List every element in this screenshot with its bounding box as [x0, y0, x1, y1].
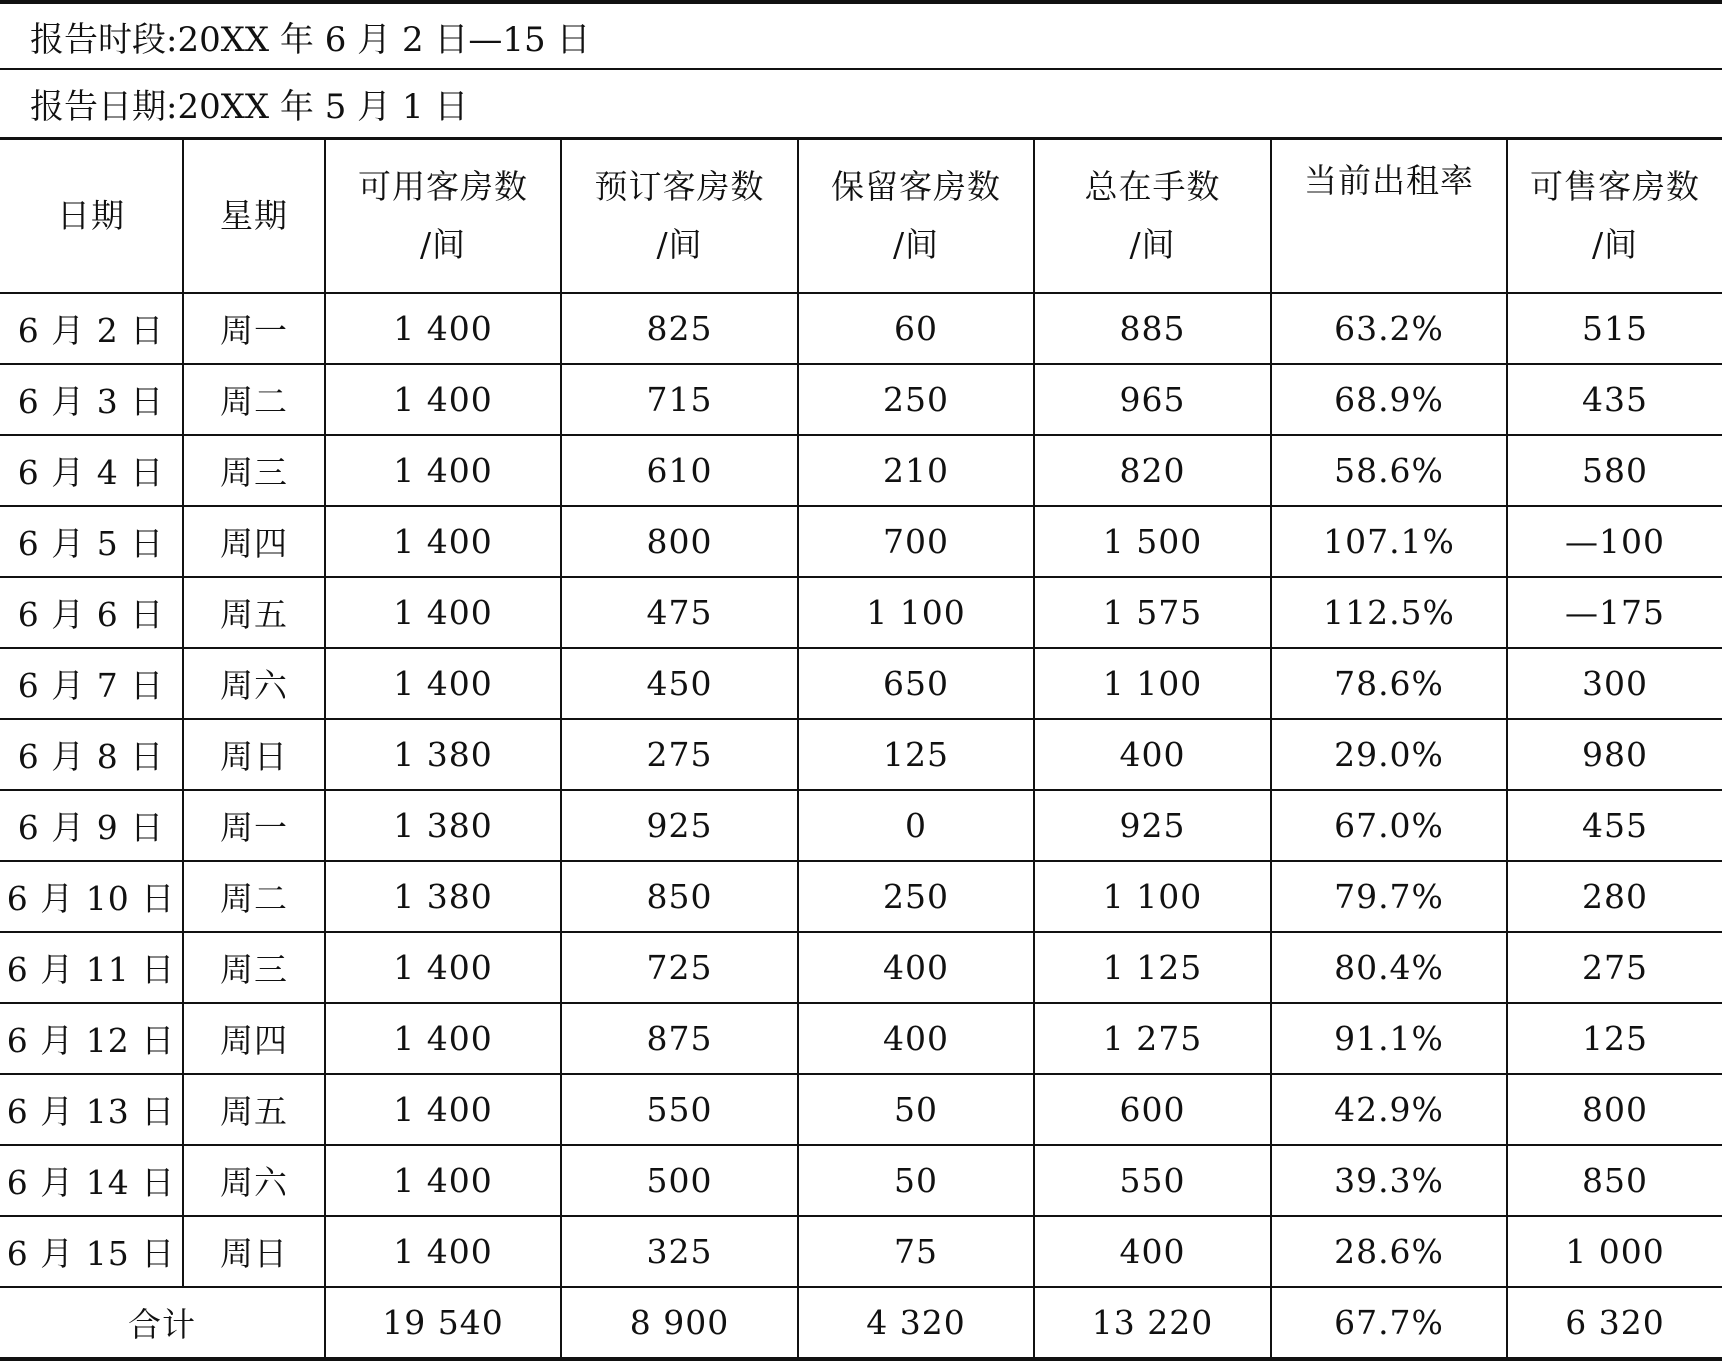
booked-cell: 825: [561, 293, 798, 364]
on-hand-cell: 1 100: [1034, 861, 1271, 932]
table-row: [0, 1003, 1722, 1074]
sellable-cell: 435: [1507, 364, 1722, 435]
occupancy-cell: 63.2%: [1271, 293, 1507, 364]
reserved-cell: 60: [798, 293, 1034, 364]
total-row: [0, 1287, 1722, 1359]
on-hand-cell: 1 125: [1034, 932, 1271, 1003]
table-row: [0, 719, 1722, 790]
sellable-cell: 125: [1507, 1003, 1722, 1074]
reserved-cell: 210: [798, 435, 1034, 506]
weekday-cell: 周一: [183, 790, 325, 861]
reserved-cell: 400: [798, 1003, 1034, 1074]
date-cell: 6 月 12 日: [0, 1003, 183, 1074]
table-row: [0, 435, 1722, 506]
weekday-cell: 周日: [183, 719, 325, 790]
table-row: [0, 1074, 1722, 1145]
booked-cell: 275: [561, 719, 798, 790]
date-cell: 6 月 6 日: [0, 577, 183, 648]
sellable-cell: 280: [1507, 861, 1722, 932]
available-cell: 1 400: [325, 364, 561, 435]
on-hand-cell: 820: [1034, 435, 1271, 506]
available-cell: 1 400: [325, 1145, 561, 1216]
booked-cell: 500: [561, 1145, 798, 1216]
on-hand-cell: 400: [1034, 1216, 1271, 1287]
weekday-cell: 周五: [183, 577, 325, 648]
available-cell: 1 400: [325, 1216, 561, 1287]
table-row: [0, 861, 1722, 932]
report-period-text: 报告时段:20XX 年 6 月 2 日—15 日: [30, 19, 591, 60]
weekday-cell: 周五: [183, 1074, 325, 1145]
sellable-cell: 515: [1507, 293, 1722, 364]
total-cell: 13 220: [1034, 1287, 1271, 1359]
booked-cell: 725: [561, 932, 798, 1003]
reserved-cell: 400: [798, 932, 1034, 1003]
sellable-cell: 300: [1507, 648, 1722, 719]
date-cell: 6 月 10 日: [0, 861, 183, 932]
sellable-cell: 980: [1507, 719, 1722, 790]
occupancy-cell: 79.7%: [1271, 861, 1507, 932]
date-cell: 6 月 4 日: [0, 435, 183, 506]
weekday-cell: 周日: [183, 1216, 325, 1287]
header-sellable-rooms: 可售客房数 /间: [1507, 140, 1722, 293]
available-cell: 1 380: [325, 861, 561, 932]
header-date: 日期: [0, 140, 183, 293]
table-row: [0, 648, 1722, 719]
report-date-text: 报告日期:20XX 年 5 月 1 日: [30, 87, 469, 127]
table-row: [0, 506, 1722, 577]
reserved-cell: 50: [798, 1145, 1034, 1216]
date-cell: 6 月 14 日: [0, 1145, 183, 1216]
sellable-cell: —100: [1507, 506, 1722, 577]
reserved-cell: 125: [798, 719, 1034, 790]
date-cell: 6 月 11 日: [0, 932, 183, 1003]
on-hand-cell: 1 500: [1034, 506, 1271, 577]
header-occupancy-rate: 当前出租率: [1271, 140, 1507, 293]
available-cell: 1 400: [325, 1003, 561, 1074]
on-hand-cell: 600: [1034, 1074, 1271, 1145]
date-cell: 6 月 5 日: [0, 506, 183, 577]
available-cell: 1 400: [325, 932, 561, 1003]
date-cell: 6 月 8 日: [0, 719, 183, 790]
table-row: [0, 293, 1722, 364]
booked-cell: 875: [561, 1003, 798, 1074]
table-header-row: [0, 140, 1722, 293]
weekday-cell: 周二: [183, 861, 325, 932]
weekday-cell: 周三: [183, 435, 325, 506]
reserved-cell: 650: [798, 648, 1034, 719]
sellable-cell: 1 000: [1507, 1216, 1722, 1287]
forecast-table: [0, 140, 1722, 1361]
header-available-rooms: 可用客房数 /间: [325, 140, 561, 293]
report-date: [0, 70, 1722, 140]
occupancy-cell: 58.6%: [1271, 435, 1507, 506]
header-reserved-rooms: 保留客房数 /间: [798, 140, 1034, 293]
occupancy-cell: 29.0%: [1271, 719, 1507, 790]
on-hand-cell: 400: [1034, 719, 1271, 790]
reserved-cell: 250: [798, 364, 1034, 435]
booked-cell: 450: [561, 648, 798, 719]
reserved-cell: 0: [798, 790, 1034, 861]
reserved-cell: 700: [798, 506, 1034, 577]
total-cell: 8 900: [561, 1287, 798, 1359]
weekday-cell: 周四: [183, 506, 325, 577]
date-cell: 6 月 13 日: [0, 1074, 183, 1145]
booked-cell: 925: [561, 790, 798, 861]
available-cell: 1 400: [325, 648, 561, 719]
booked-cell: 800: [561, 506, 798, 577]
available-cell: 1 400: [325, 435, 561, 506]
occupancy-cell: 107.1%: [1271, 506, 1507, 577]
total-cell: 4 320: [798, 1287, 1034, 1359]
weekday-cell: 周四: [183, 1003, 325, 1074]
header-booked-rooms: 预订客房数 /间: [561, 140, 798, 293]
occupancy-cell: 91.1%: [1271, 1003, 1507, 1074]
booked-cell: 610: [561, 435, 798, 506]
table-row: [0, 364, 1722, 435]
booked-cell: 715: [561, 364, 798, 435]
on-hand-cell: 965: [1034, 364, 1271, 435]
total-label: 合计: [0, 1287, 325, 1359]
total-cell: 67.7%: [1271, 1287, 1507, 1359]
occupancy-cell: 80.4%: [1271, 932, 1507, 1003]
booked-cell: 475: [561, 577, 798, 648]
on-hand-cell: 1 275: [1034, 1003, 1271, 1074]
available-cell: 1 380: [325, 790, 561, 861]
occupancy-cell: 42.9%: [1271, 1074, 1507, 1145]
table-row: [0, 577, 1722, 648]
available-cell: 1 400: [325, 293, 561, 364]
available-cell: 1 400: [325, 577, 561, 648]
available-cell: 1 400: [325, 506, 561, 577]
weekday-cell: 周二: [183, 364, 325, 435]
table-row: [0, 1145, 1722, 1216]
available-cell: 1 380: [325, 719, 561, 790]
report-period: [0, 0, 1722, 70]
table-row: [0, 1216, 1722, 1287]
sellable-cell: 580: [1507, 435, 1722, 506]
on-hand-cell: 1 100: [1034, 648, 1271, 719]
weekday-cell: 周六: [183, 1145, 325, 1216]
on-hand-cell: 1 575: [1034, 577, 1271, 648]
reserved-cell: 50: [798, 1074, 1034, 1145]
sellable-cell: —175: [1507, 577, 1722, 648]
header-weekday: 星期: [183, 140, 325, 293]
sellable-cell: 850: [1507, 1145, 1722, 1216]
weekday-cell: 周六: [183, 648, 325, 719]
occupancy-cell: 68.9%: [1271, 364, 1507, 435]
booked-cell: 325: [561, 1216, 798, 1287]
booked-cell: 550: [561, 1074, 798, 1145]
occupancy-cell: 67.0%: [1271, 790, 1507, 861]
booked-cell: 850: [561, 861, 798, 932]
date-cell: 6 月 9 日: [0, 790, 183, 861]
sellable-cell: 455: [1507, 790, 1722, 861]
reserved-cell: 1 100: [798, 577, 1034, 648]
occupancy-cell: 112.5%: [1271, 577, 1507, 648]
on-hand-cell: 925: [1034, 790, 1271, 861]
occupancy-cell: 78.6%: [1271, 648, 1507, 719]
total-cell: 19 540: [325, 1287, 561, 1359]
available-cell: 1 400: [325, 1074, 561, 1145]
on-hand-cell: 550: [1034, 1145, 1271, 1216]
weekday-cell: 周一: [183, 293, 325, 364]
table-row: [0, 790, 1722, 861]
on-hand-cell: 885: [1034, 293, 1271, 364]
sellable-cell: 275: [1507, 932, 1722, 1003]
reserved-cell: 250: [798, 861, 1034, 932]
total-cell: 6 320: [1507, 1287, 1722, 1359]
date-cell: 6 月 2 日: [0, 293, 183, 364]
date-cell: 6 月 7 日: [0, 648, 183, 719]
table-row: [0, 932, 1722, 1003]
reserved-cell: 75: [798, 1216, 1034, 1287]
sellable-cell: 800: [1507, 1074, 1722, 1145]
weekday-cell: 周三: [183, 932, 325, 1003]
date-cell: 6 月 3 日: [0, 364, 183, 435]
header-on-hand-total: 总在手数 /间: [1034, 140, 1271, 293]
occupancy-cell: 39.3%: [1271, 1145, 1507, 1216]
date-cell: 6 月 15 日: [0, 1216, 183, 1287]
occupancy-cell: 28.6%: [1271, 1216, 1507, 1287]
